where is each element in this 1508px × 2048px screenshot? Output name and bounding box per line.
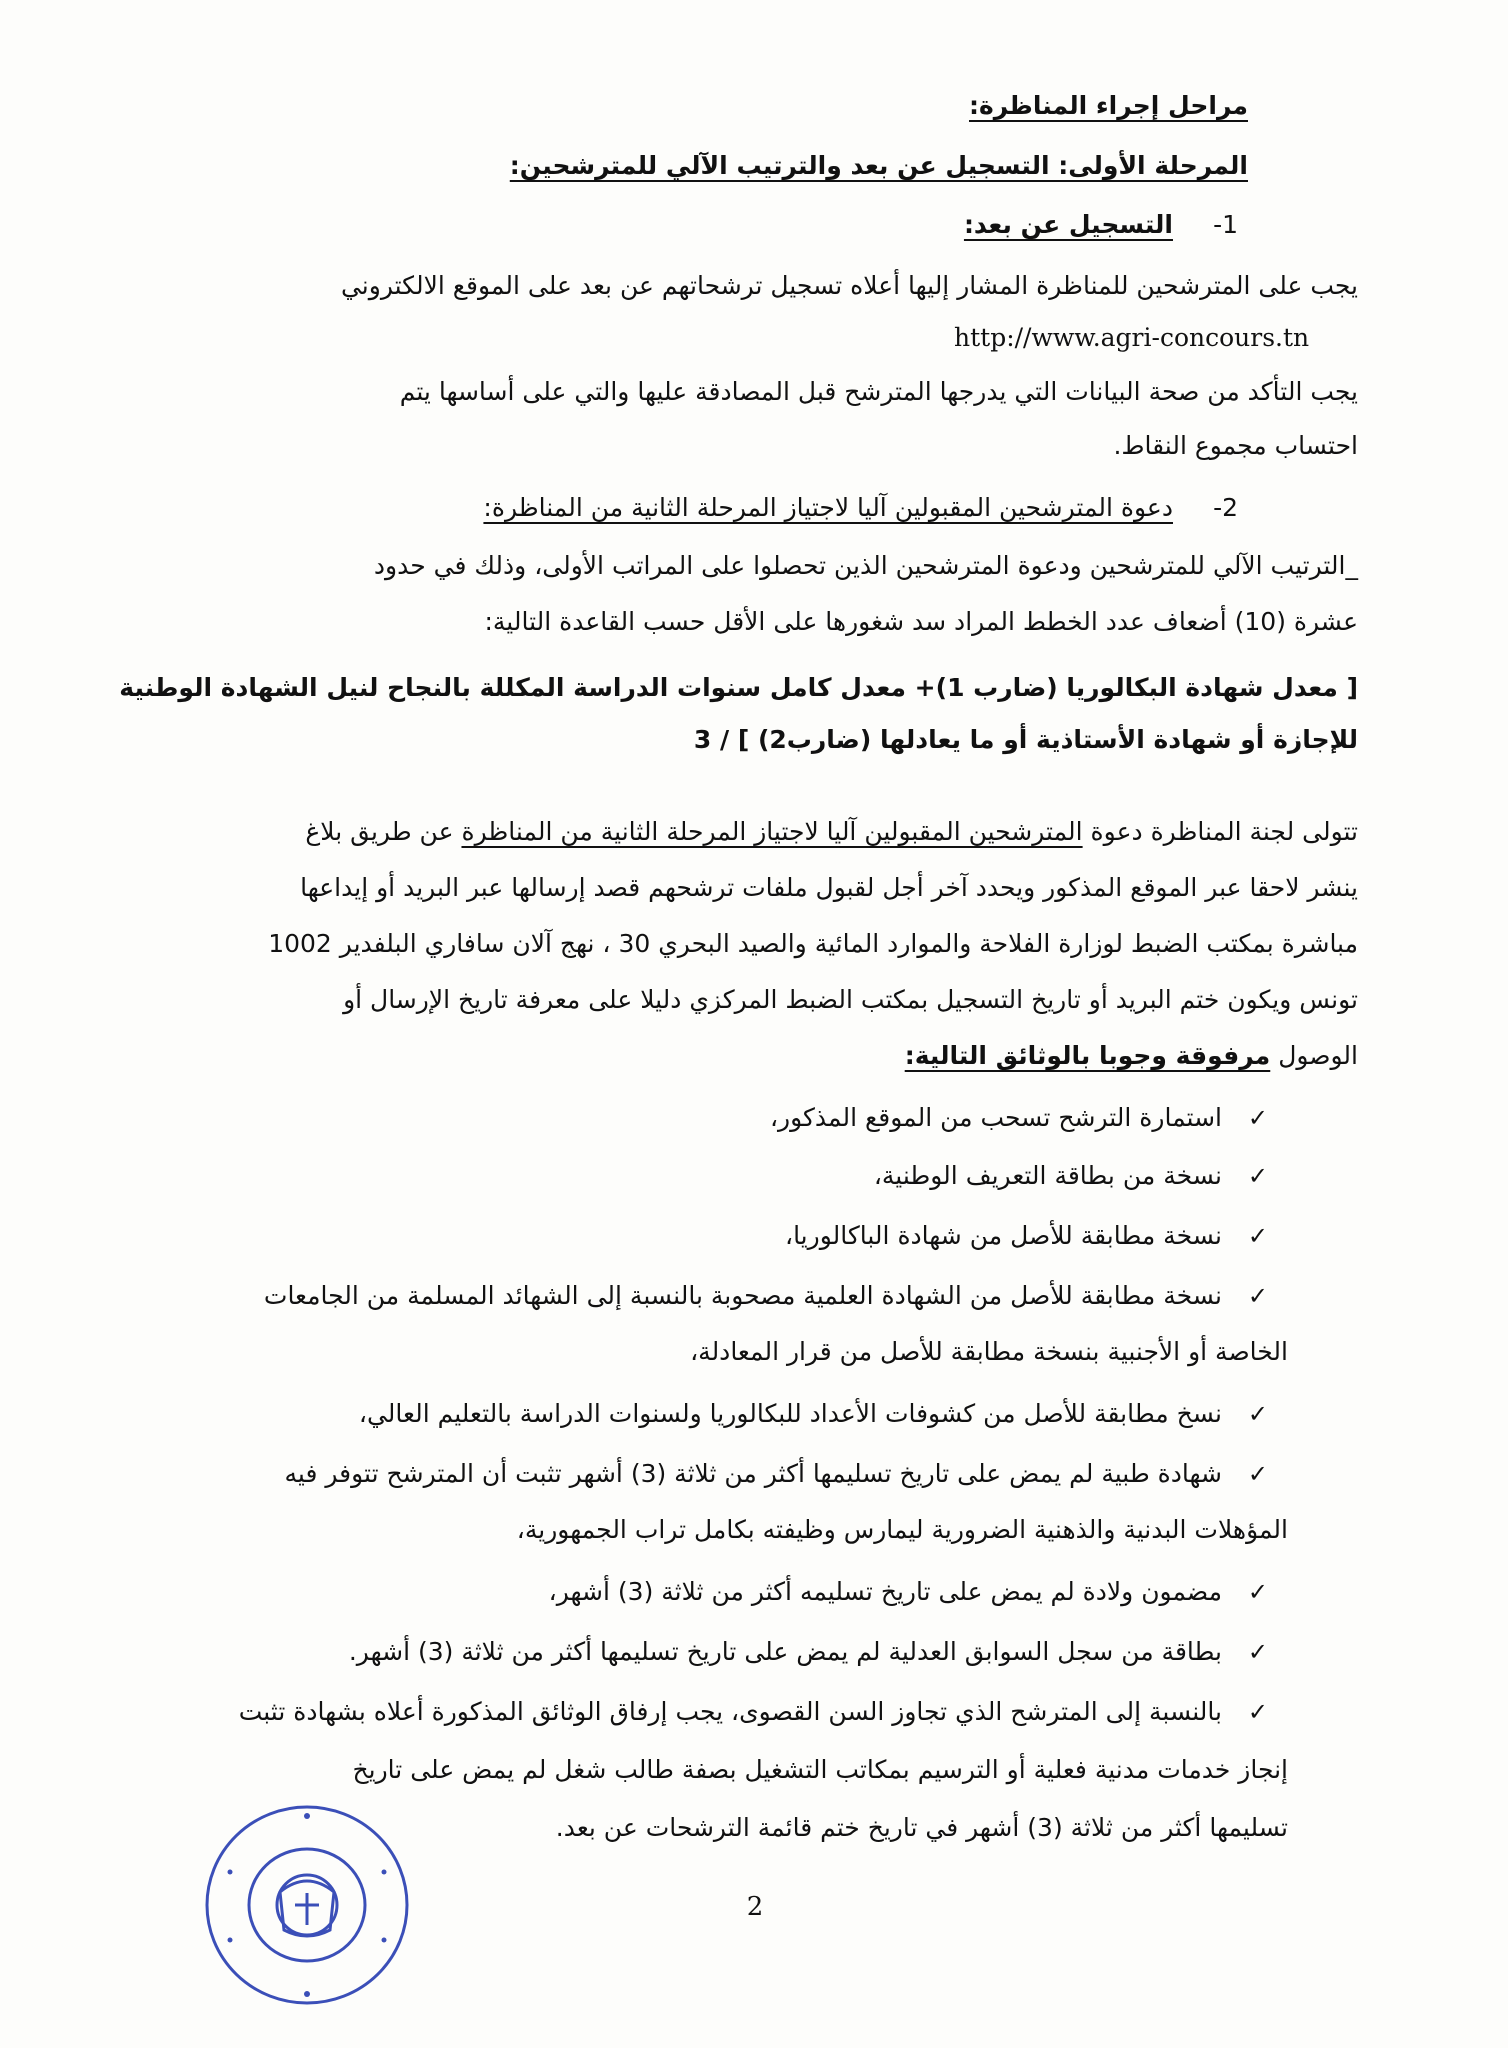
list-item-continuation: إنجاز خدمات مدنية فعلية أو الترسيم بمكاتب التشغيل بصفة طالب شغل لم يمض على تاريخ bbox=[352, 1755, 1288, 1784]
list-item: ✓استمارة الترشح تسحب من الموقع المذكور، bbox=[770, 1100, 1268, 1136]
checkmark-icon: ✓ bbox=[1247, 1162, 1268, 1190]
paragraph4-underlined: المترشحين المقبولين آليا لاجتياز المرحلة الثانية من المناظرة bbox=[461, 817, 1083, 846]
list-item: ✓بالنسبة إلى المترشح الذي تجاوز السن القصوى، يجب إرفاق الوثائق المذكورة أعلاه بشهادة تثبت bbox=[239, 1694, 1268, 1730]
checkmark-icon: ✓ bbox=[1247, 1578, 1268, 1606]
paragraph4-start: تتولى لجنة المناظرة دعوة bbox=[1082, 817, 1358, 846]
stage1-heading: المرحلة الأولى: التسجيل عن بعد والترتيب الآلي للمترشحين: bbox=[509, 151, 1248, 180]
checkmark-icon: ✓ bbox=[1247, 1638, 1268, 1666]
section2-title: دعوة المترشحين المقبولين آليا لاجتياز المرحلة الثانية من المناظرة: bbox=[483, 493, 1173, 522]
paragraph3-line1: _الترتيب الآلي للمترشحين ودعوة المترشحين الذين تحصلوا على المراتب الأولى، وذلك في حدود bbox=[373, 551, 1358, 580]
paragraph3-line2: عشرة (10) أضعاف عدد الخطط المراد سد شغورها على الأقل حسب القاعدة التالية: bbox=[484, 607, 1358, 636]
paragraph4-line3: مباشرة بمكتب الضبط لوزارة الفلاحة والموارد المائية والصيد البحري 30 ، نهج آلان سافاري البلفدير 1002 bbox=[268, 929, 1358, 958]
paragraph2-line2: احتساب مجموع النقاط. bbox=[1113, 431, 1358, 460]
checkmark-icon: ✓ bbox=[1247, 1282, 1268, 1310]
website-url: http://www.agri-concours.tn bbox=[954, 323, 1310, 352]
paragraph4-line4: تونس ويكون ختم البريد أو تاريخ التسجيل بمكتب الضبط المركزي دليلا على معرفة تاريخ الإرسال أو bbox=[343, 985, 1358, 1014]
checkmark-icon: ✓ bbox=[1247, 1222, 1268, 1250]
section1-title: التسجيل عن بعد: bbox=[963, 210, 1173, 239]
paragraph4-line5-underlined: مرفوقة وجوبا بالوثائق التالية: bbox=[904, 1041, 1271, 1070]
official-stamp-icon bbox=[200, 1800, 415, 2010]
checkmark-icon: ✓ bbox=[1247, 1104, 1268, 1132]
paragraph2-line1: يجب التأكد من صحة البيانات التي يدرجها المترشح قبل المصادقة عليها والتي على أساسها يتم bbox=[399, 377, 1358, 406]
list-item-continuation: تسليمها أكثر من ثلاثة (3) أشهر في تاريخ ختم قائمة الترشحات عن بعد. bbox=[555, 1813, 1288, 1842]
checkmark-icon: ✓ bbox=[1247, 1460, 1268, 1488]
section1-number: 1- bbox=[1213, 210, 1238, 239]
page-number: 2 bbox=[746, 1892, 764, 1922]
list-item-continuation: المؤهلات البدنية والذهنية الضرورية ليمارس وظيفته بكامل تراب الجمهورية، bbox=[516, 1515, 1288, 1544]
paragraph4-line5 bbox=[905, 1038, 1358, 1074]
list-item: ✓بطاقة من سجل السوابق العدلية لم يمض على تاريخ تسليمها أكثر من ثلاثة (3) أشهر. bbox=[349, 1634, 1268, 1670]
list-item: ✓نسخة مطابقة للأصل من شهادة الباكالوريا، bbox=[785, 1218, 1268, 1254]
checkmark-icon: ✓ bbox=[1247, 1698, 1268, 1726]
paragraph4-line1 bbox=[305, 814, 1358, 850]
checkmark-icon: ✓ bbox=[1247, 1400, 1268, 1428]
section2-number: 2- bbox=[1213, 493, 1238, 522]
list-item: ✓مضمون ولادة لم يمض على تاريخ تسليمه أكثر من ثلاثة (3) أشهر، bbox=[549, 1574, 1268, 1610]
list-item: ✓نسخة من بطاقة التعريف الوطنية، bbox=[874, 1158, 1268, 1194]
list-item: ✓شهادة طبية لم يمض على تاريخ تسليمها أكثر من ثلاثة (3) أشهر تثبت أن المترشح تتوفر فيه bbox=[285, 1456, 1268, 1492]
list-item: ✓نسخة مطابقة للأصل من الشهادة العلمية مصحوبة بالنسبة إلى الشهائد المسلمة من الجامعات bbox=[264, 1278, 1268, 1314]
paragraph4-end: عن طريق بلاغ bbox=[305, 817, 462, 846]
page-title: مراحل إجراء المناظرة: bbox=[969, 91, 1248, 120]
paragraph1-line1: يجب على المترشحين للمناظرة المشار إليها أعلاه تسجيل ترشحاتهم عن بعد على الموقع الالكتروني bbox=[340, 271, 1358, 300]
paragraph4-line2: ينشر لاحقا عبر الموقع المذكور ويحدد آخر أجل لقبول ملفات ترشحهم قصد إرسالها عبر البريد أو إيداعها bbox=[300, 873, 1358, 902]
paragraph4-line5-start: الوصول bbox=[1270, 1041, 1358, 1070]
formula-line1: [ معدل شهادة البكالوريا (ضارب 1)+ معدل كامل سنوات الدراسة المكللة بالنجاح لنيل الشهادة الوطنية bbox=[119, 673, 1358, 702]
formula-line2: للإجازة أو شهادة الأستاذية أو ما يعادلها (ضارب2) ] / 3 bbox=[693, 725, 1358, 754]
list-item: ✓نسخ مطابقة للأصل من كشوفات الأعداد للبكالوريا ولسنوات الدراسة بالتعليم العالي، bbox=[359, 1396, 1268, 1432]
list-item-continuation: الخاصة أو الأجنبية بنسخة مطابقة للأصل من قرار المعادلة، bbox=[690, 1337, 1288, 1366]
